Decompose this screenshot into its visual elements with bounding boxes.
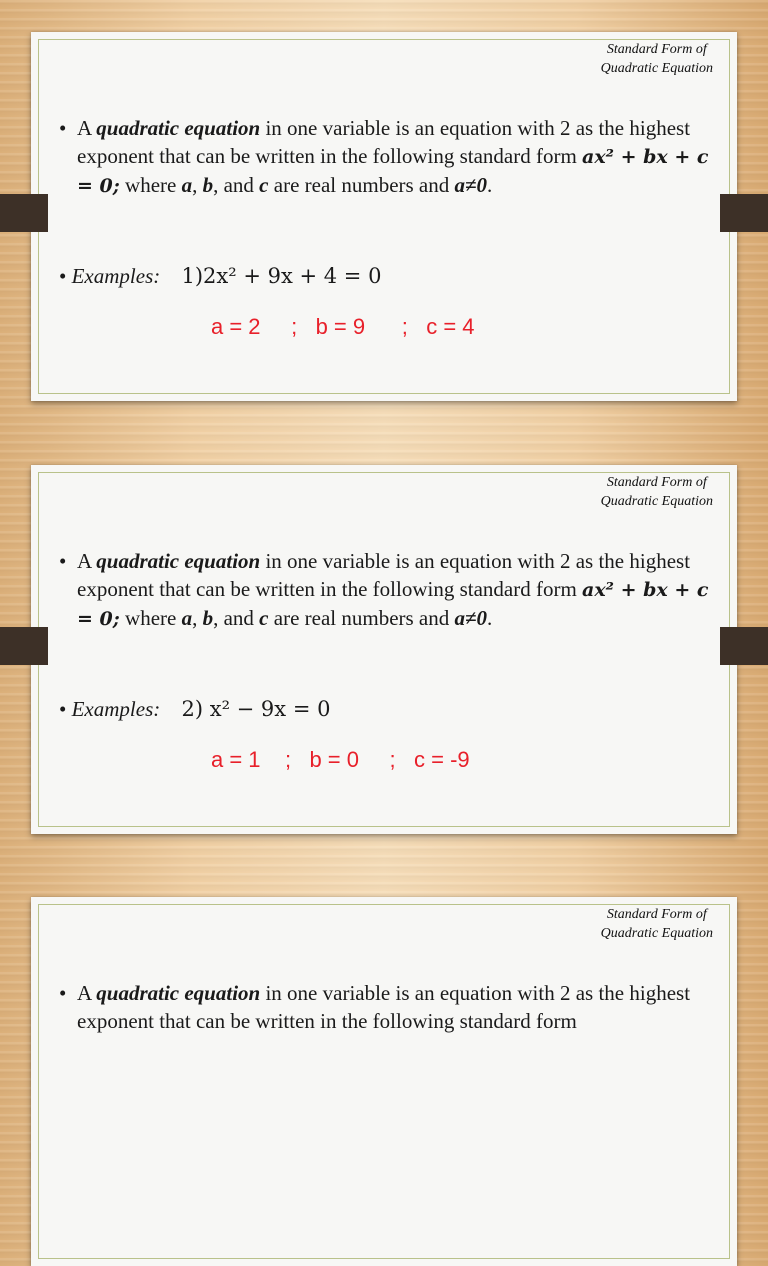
definition-pre: A: [77, 116, 97, 140]
var-c: c: [259, 173, 269, 197]
coef-c: c = 4: [426, 314, 475, 339]
coef-a: a = 1: [211, 747, 261, 772]
definition-text: in one variable is an equation with 2 as the highest exponent that can be written in the following standard form: [77, 549, 691, 601]
example-equation: 2) x² − 9x = 0: [181, 697, 331, 721]
bullet: •: [59, 981, 67, 1005]
slide-3: [31, 897, 737, 1266]
examples-line: [59, 697, 330, 722]
coefficients: a = 2 ; b = 9 ; c = 4: [211, 314, 475, 339]
var-a: a: [181, 606, 193, 630]
slide-2: [31, 465, 737, 834]
definition-term: quadratic equation: [96, 549, 261, 573]
definition-paragraph: • A quadratic equation in one variable is an equation with 2 as the highest exponent that can be written in the following standard form ax² + bx + c = 0; where a, b, and c are real numbers and a≠0.: [59, 549, 709, 630]
where-text: where: [119, 173, 182, 197]
definition-pre: A: [77, 981, 97, 1005]
examples-label: Examples:: [71, 697, 161, 721]
coef-b: b = 9: [315, 314, 366, 339]
coefficients: a = 1 ; b = 0 ; c = -9: [211, 747, 470, 772]
header-line-2: Quadratic Equation: [600, 494, 713, 509]
slide-header: [601, 905, 713, 943]
bullet: •: [59, 697, 67, 721]
condition: a≠0: [454, 606, 488, 630]
slide-border: [38, 904, 730, 1259]
header-line-1: Standard Form of: [606, 907, 707, 922]
slide-tab-left: [0, 194, 48, 232]
bullet: •: [59, 264, 67, 288]
header-line-1: Standard Form of: [606, 42, 707, 57]
slide-header: [601, 473, 713, 511]
slide-tab-left: [0, 627, 48, 665]
var-a: a: [181, 173, 193, 197]
definition-paragraph: [59, 979, 709, 1035]
and-text: , and: [213, 606, 260, 630]
standard-form-equation: ax² + bx + c = 0;: [77, 146, 709, 197]
where-text: where: [119, 606, 182, 630]
slide-1: [31, 32, 737, 401]
slide-border: [38, 39, 730, 394]
var-c: c: [259, 606, 269, 630]
header-line-1: Standard Form of: [606, 475, 707, 490]
slide-header: [601, 40, 713, 78]
definition-term: quadratic equation: [96, 981, 261, 1005]
coef-b: b = 0: [309, 747, 359, 772]
var-b: b: [202, 606, 214, 630]
condition: a≠0: [454, 173, 488, 197]
real-text: are real numbers and: [268, 173, 455, 197]
definition-term: quadratic equation: [96, 116, 261, 140]
slide-tab-right: [720, 194, 768, 232]
standard-form-equation: ax² + bx + c = 0;: [77, 579, 709, 630]
bullet: •: [59, 549, 67, 573]
and-text: , and: [213, 173, 260, 197]
real-text: are real numbers and: [268, 606, 455, 630]
examples-label: Examples:: [71, 264, 161, 288]
definition-paragraph: • A quadratic equation in one variable is an equation with 2 as the highest exponent that can be written in the following standard form ax² + bx + c = 0; where a, b, and c are real numbers and a≠0.: [59, 116, 709, 197]
coef-a: a = 2: [211, 314, 261, 339]
slide-border: [38, 472, 730, 827]
header-line-2: Quadratic Equation: [600, 61, 713, 76]
examples-line: [59, 264, 381, 289]
bullet: •: [59, 116, 67, 140]
definition-pre: A: [77, 549, 97, 573]
definition-text: in one variable is an equation with 2 as the highest exponent that can be written in the following standard form: [77, 981, 691, 1033]
var-b: b: [202, 173, 214, 197]
period: .: [487, 173, 493, 197]
example-equation: 1)2x² + 9x + 4 = 0: [181, 264, 382, 288]
definition-text: in one variable is an equation with 2 as the highest exponent that can be written in the following standard form: [77, 116, 691, 168]
coef-c: c = -9: [414, 747, 470, 772]
header-line-2: Quadratic Equation: [600, 926, 713, 941]
period: .: [487, 606, 493, 630]
slide-tab-right: [720, 627, 768, 665]
